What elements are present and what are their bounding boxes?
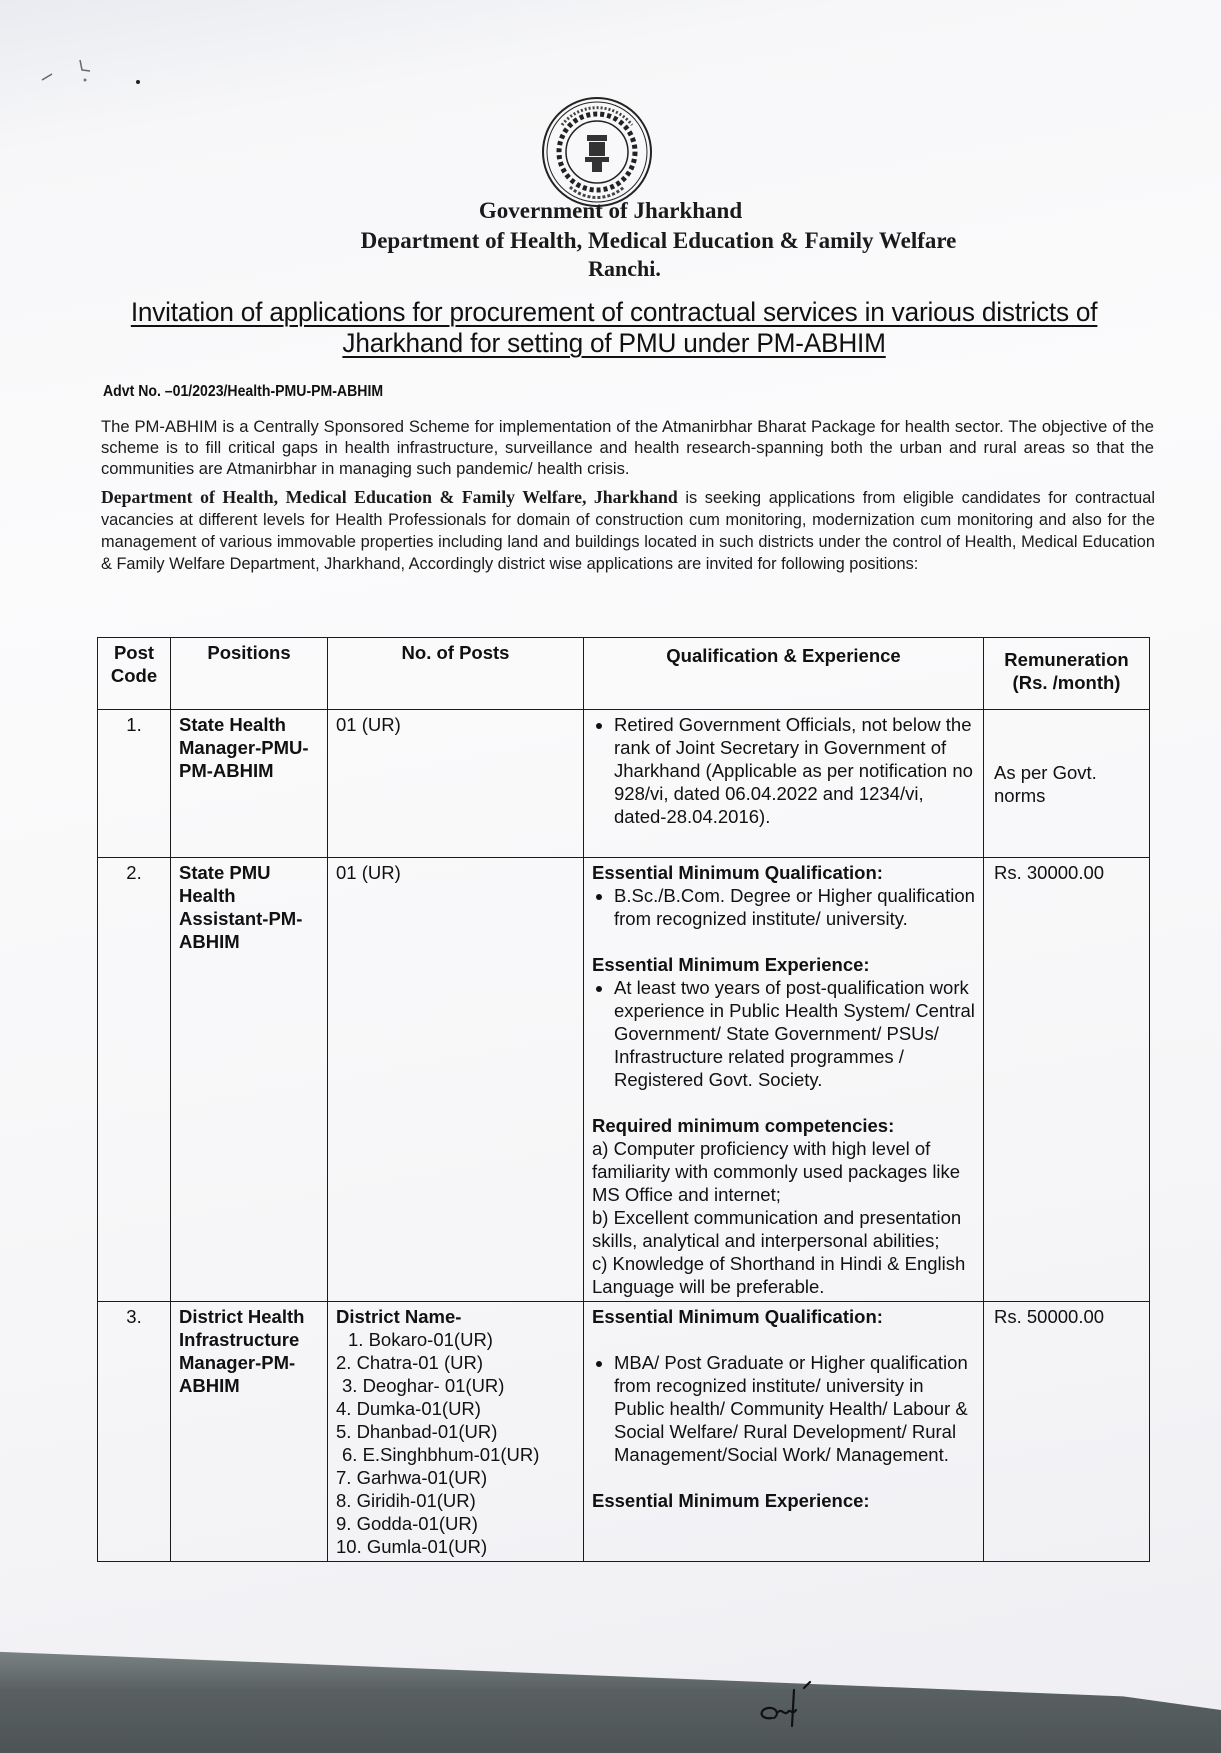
experience-heading: Essential Minimum Experience: (592, 1490, 870, 1511)
notice-title: Invitation of applications for procurement of contractual services in various districts of Jharkhand for setting of PMU under PM-ABHIM (130, 297, 1098, 358)
experience-bullet: • At least two years of post-qualification work experience in Public Health System/ Central Government/ State Government/ PSUs/ Infrastructure related programmes / Registered Govt. Society. (614, 976, 975, 1091)
department-lead: Department of Health, Medical Education & Family Welfare, Jharkhand (101, 487, 678, 507)
intro-paragraph-1: The PM-ABHIM is a Centrally Sponsored Scheme for implementation of the Atmanirbhar Bharat Package for health sector. The objective of the scheme is to fill critical gaps in health infrastructure, surveillance and health research-spanning both the urban and rural areas so that the communities are Atmanirbhar in managing such pandemic/ health crisis. (101, 417, 1154, 478)
competency-item: a) Computer proficiency with high level of familiarity with commonly used packages like MS Office and internet; (592, 1138, 961, 1205)
city-heading: Ranchi. (588, 256, 661, 281)
competency-item: c) Knowledge of Shorthand in Hindi & English Language will be preferable. (592, 1253, 966, 1297)
header-no-of-posts: No. of Posts (328, 638, 584, 710)
government-heading: Government of Jharkhand (478, 198, 743, 223)
competency-item: b) Excellent communication and presentation skills, analytical and interpersonal abilities; (592, 1207, 962, 1251)
intro-paragraph-2 (101, 486, 1155, 575)
header-remuneration: Remuneration (Rs. /month) (984, 638, 1150, 710)
no-of-posts: 01 (UR) (328, 858, 584, 1302)
district-item: 2. Chatra-01 (UR) (336, 1352, 484, 1373)
post-code: 3. (98, 1302, 171, 1562)
qualification-cell (584, 1302, 984, 1562)
experience-heading: Essential Minimum Experience: (592, 954, 870, 975)
handwritten-signature-icon (752, 1680, 822, 1730)
remuneration: As per Govt. norms (984, 710, 1150, 858)
post-code: 2. (98, 858, 171, 1302)
department-heading: Department of Health, Medical Education & Family Welfare (360, 228, 957, 253)
district-item: 3. Deoghar- 01(UR) (342, 1375, 505, 1396)
table-row (98, 1302, 1150, 1562)
state-emblem-seal-icon (540, 95, 654, 209)
scan-specks (30, 55, 150, 115)
district-item: 7. Garhwa-01(UR) (336, 1467, 488, 1488)
qualification-heading: Essential Minimum Qualification: (592, 1306, 883, 1327)
district-item: 10. Gumla-01(UR) (336, 1536, 488, 1557)
table-row (98, 858, 1150, 1302)
header-qualification: Qualification & Experience (584, 638, 984, 710)
table-row (98, 710, 1150, 858)
table-header-row (98, 638, 1150, 710)
district-heading: District Name- (336, 1306, 462, 1327)
header-positions: Positions (171, 638, 328, 710)
qualification-bullet: • MBA/ Post Graduate or Higher qualification from recognized institute/ university in Public health/ Community Health/ Labour & Social Welfare/ Rural Development/ Rural Management/Social Work/ Management. (614, 1351, 975, 1466)
qualification-bullet: • Retired Government Officials, not below the rank of Joint Secretary in Government of Jharkhand (Applicable as per notification no 928/vi, dated 06.04.2022 and 1234/vi, dated-28.04.2016). (614, 713, 975, 828)
remuneration: Rs. 50000.00 (984, 1302, 1150, 1562)
competencies-heading: Required minimum competencies: (592, 1115, 895, 1136)
district-item: 8. Giridih-01(UR) (336, 1490, 476, 1511)
position-name: State PMU Health Assistant-PM-ABHIM (171, 858, 328, 1302)
position-name: State Health Manager-PMU-PM-ABHIM (171, 710, 328, 858)
district-cell (328, 1302, 584, 1562)
header-post-code: Post Code (98, 638, 171, 710)
position-name: District Health Infrastructure Manager-PM-ABHIM (171, 1302, 328, 1562)
qualification-cell (584, 710, 984, 858)
district-item: 4. Dumka-01(UR) (336, 1398, 481, 1419)
post-code: 1. (98, 710, 171, 858)
district-list (336, 1328, 575, 1558)
paragraph-body: is seeking applications from eligible candidates for contractual vacancies at different levels for Health Professionals for domain of construction cum monitoring, modernization cum monitoring and also for the management of various immovable properties including land and buildings located in such districts under the control of Health, Medical Education & Family Welfare Department, Jharkhand, Accordingly district wise applications are invited for following positions: (101, 488, 1155, 573)
qualification-cell (584, 858, 984, 1302)
district-item: 6. E.Singhbhum-01(UR) (342, 1444, 540, 1465)
positions-table (97, 637, 1150, 1562)
qualification-heading: Essential Minimum Qualification: (592, 862, 883, 883)
district-item: 1. Bokaro-01(UR) (348, 1329, 493, 1350)
qualification-bullet: • B.Sc./B.Com. Degree or Higher qualification from recognized institute/ university. (614, 884, 975, 930)
district-item: 5. Dhanbad-01(UR) (336, 1421, 498, 1442)
no-of-posts: 01 (UR) (328, 710, 584, 858)
remuneration: Rs. 30000.00 (984, 858, 1150, 1302)
district-item: 9. Godda-01(UR) (336, 1513, 478, 1534)
advertisement-number: Advt No. –01/2023/Health-PMU-PM-ABHIM (103, 383, 384, 400)
